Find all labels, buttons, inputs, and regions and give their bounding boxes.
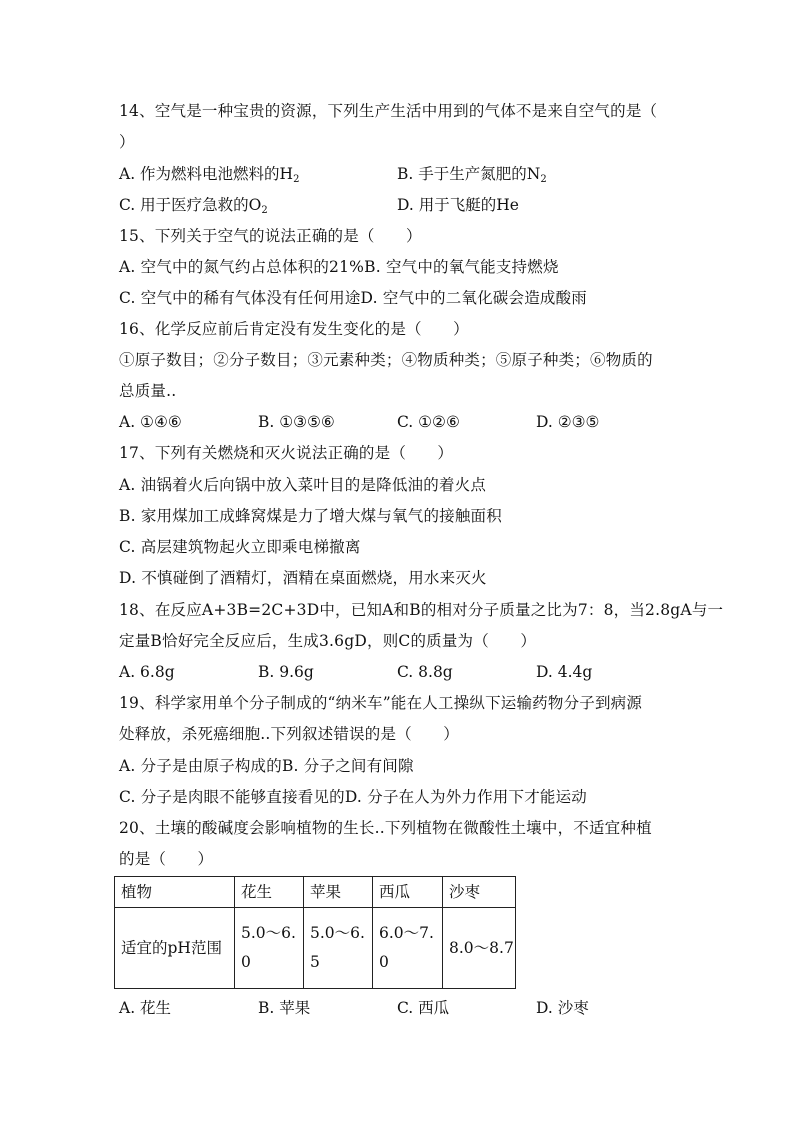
q18-stem-line1: 18、在反应A+3B=2C+3D中，已知A和B的相对分子质量之比为7：8，当2.8gA与一 [119,601,724,619]
q18-option-c[interactable]: C. 8.8g [397,663,453,681]
q14-option-a[interactable] [119,164,299,184]
table-header-cell: 花生 [235,877,304,908]
q16-option-a[interactable]: A. ①④⑥ [119,413,182,431]
q16-option-c[interactable]: C. ①②⑥ [397,413,460,431]
q19-stem-line1: 19、科学家用单个分子制成的“纳米车”能在人工操纵下运输药物分子到病源 [119,694,643,712]
q20-stem-line2: 的是（ ） [119,850,214,868]
q17-option-b[interactable]: B. 家用煤加工成蜂窝煤是力了增大煤与氧气的接触面积 [119,507,502,525]
q20-option-d[interactable]: D. 沙枣 [536,999,589,1017]
q17-option-a[interactable]: A. 油锅着火后向锅中放入菜叶目的是降低油的着火点 [119,476,487,494]
table-cell: 5.0～6.0 [235,908,304,989]
q16-stem: 16、化学反应前后肯定没有发生变化的是（ ） [119,320,469,338]
q20-option-b[interactable]: B. 苹果 [258,999,311,1017]
q15-options-cd[interactable]: C. 空气中的稀有气体没有任何用途D. 空气中的二氧化碳会造成酸雨 [119,289,587,307]
q19-options-cd[interactable]: C. 分子是肉眼不能够直接看见的D. 分子在人为外力作用下才能运动 [119,788,587,806]
q14-stem-line2: ） [119,133,135,151]
q18-option-b[interactable]: B. 9.6g [258,663,314,681]
table-header-cell: 西瓜 [373,877,443,908]
q14-option-d[interactable]: D. 用于飞艇的He [397,196,519,214]
table-row-label: 适宜的pH范围 [115,908,235,989]
q19-options-ab[interactable]: A. 分子是由原子构成的B. 分子之间有间隙 [119,757,414,775]
q20-stem-line1: 20、土壤的酸碱度会影响植物的生长..下列植物在微酸性土壤中，不适宜种植 [119,819,652,837]
table-cell: 5.0～6.5 [304,908,373,989]
table-header-row [115,877,516,908]
table-header-cell: 植物 [115,877,235,908]
table-header-cell: 沙枣 [443,877,516,908]
q14-option-a-sub: 2 [293,174,300,185]
q20-option-c[interactable]: C. 西瓜 [397,999,450,1017]
q18-option-d[interactable]: D. 4.4g [536,663,593,681]
q14-stem-line1: 14、空气是一种宝贵的资源，下列生产生活中用到的气体不是来自空气的是（ [119,102,658,120]
q16-option-b[interactable]: B. ①③⑤⑥ [258,413,335,431]
q14-option-c[interactable] [119,195,268,215]
q16-items-line2: 总质量.. [119,382,177,400]
q17-stem: 17、下列有关燃烧和灭火说法正确的是（ ） [119,444,454,462]
table-row [115,908,516,989]
ph-range-table [114,876,516,989]
q16-items-line1: ①原子数目；②分子数目；③元素种类；④物质种类；⑤原子种类；⑥物质的 [119,351,653,369]
q18-option-a[interactable]: A. 6.8g [119,663,175,681]
q15-options-ab[interactable]: A. 空气中的氮气约占总体积的21%B. 空气中的氧气能支持燃烧 [119,258,559,276]
q18-stem-line2: 定量B恰好完全反应后，生成3.6gD，则C的质量为（ ） [119,632,537,650]
q16-option-d[interactable]: D. ②③⑤ [536,413,600,431]
q14-option-a-text: A. 作为燃料电池燃料的H [119,165,294,183]
q20-option-a[interactable]: A. 花生 [119,999,172,1017]
q17-option-c[interactable]: C. 高层建筑物起火立即乘电梯撤离 [119,538,361,556]
table-cell: 6.0～7.0 [373,908,443,989]
q19-stem-line2: 处释放，杀死癌细胞..下列叙述错误的是（ ） [119,725,459,743]
q14-option-c-sub: 2 [261,205,268,216]
q15-stem: 15、下列关于空气的说法正确的是（ ） [119,227,422,245]
q14-option-b-text: B. 手于生产氮肥的N [397,165,541,183]
table-header-cell: 苹果 [304,877,373,908]
q14-option-c-text: C. 用于医疗急救的O [119,196,262,214]
q14-option-b[interactable] [397,164,547,184]
q14-option-b-sub: 2 [540,174,547,185]
q17-option-d[interactable]: D. 不慎碰倒了酒精灯，酒精在桌面燃烧，用水来灭火 [119,569,487,587]
table-cell: 8.0～8.7 [443,908,516,989]
